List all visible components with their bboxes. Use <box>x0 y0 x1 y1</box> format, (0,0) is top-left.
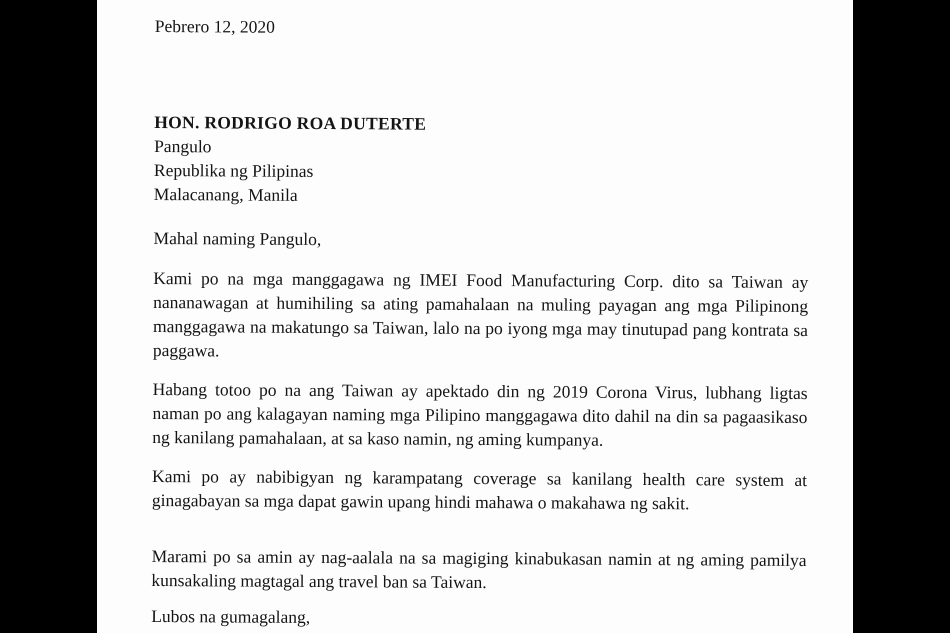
addressee-name: HON. RODRIGO ROA DUTERTE <box>154 111 427 134</box>
paragraph-1: Kami po na mga manggagawa ng IMEI Food Manufacturing Corp. dito sa Taiwan ay nananawagan at humihiling sa ating pamahalaan na muling payagan ang mga Pilipinong manggagawa na makatungo sa Taiwan, lalo na po iyong mga may tinutupad pang kontrata sa paggawa. <box>152 267 809 361</box>
addressee-organization: Republika ng Pilipinas <box>153 159 314 181</box>
addressee-location: Malacanang, Manila <box>153 183 298 205</box>
letter-body <box>151 0 825 627</box>
paragraph-2: Habang totoo po na ang Taiwan ay apektado din ng 2019 Corona Virus, lubhang ligtas naman po ang kalagayan naming mga Pilipino manggagawa dito dahil na din sa pagaasikaso ng kanilang pamahalaan, at sa kaso namin, ng aming kumpanya. <box>152 378 808 450</box>
addressee-block <box>154 110 427 208</box>
addressee-title: Pangulo <box>154 135 212 157</box>
letter-page <box>97 0 853 633</box>
paragraph-4: Marami po sa amin ay nag-aalala na sa magiging kinabukasan namin at ng aming pamilya kunsakaling magtagal ang travel ban sa Taiwan. <box>151 545 807 593</box>
paragraph-3: Kami po ay nabibigyan ng karampatang coverage sa kanilang health care system at ginagabayan sa mga dapat gawin upang hindi mahawa o makahawa ng sakit. <box>151 465 808 514</box>
salutation: Mahal naming Pangulo, <box>153 227 322 250</box>
closing: Lubos na gumagalang, <box>151 605 311 627</box>
letter-date: Pebrero 12, 2020 <box>154 15 275 37</box>
